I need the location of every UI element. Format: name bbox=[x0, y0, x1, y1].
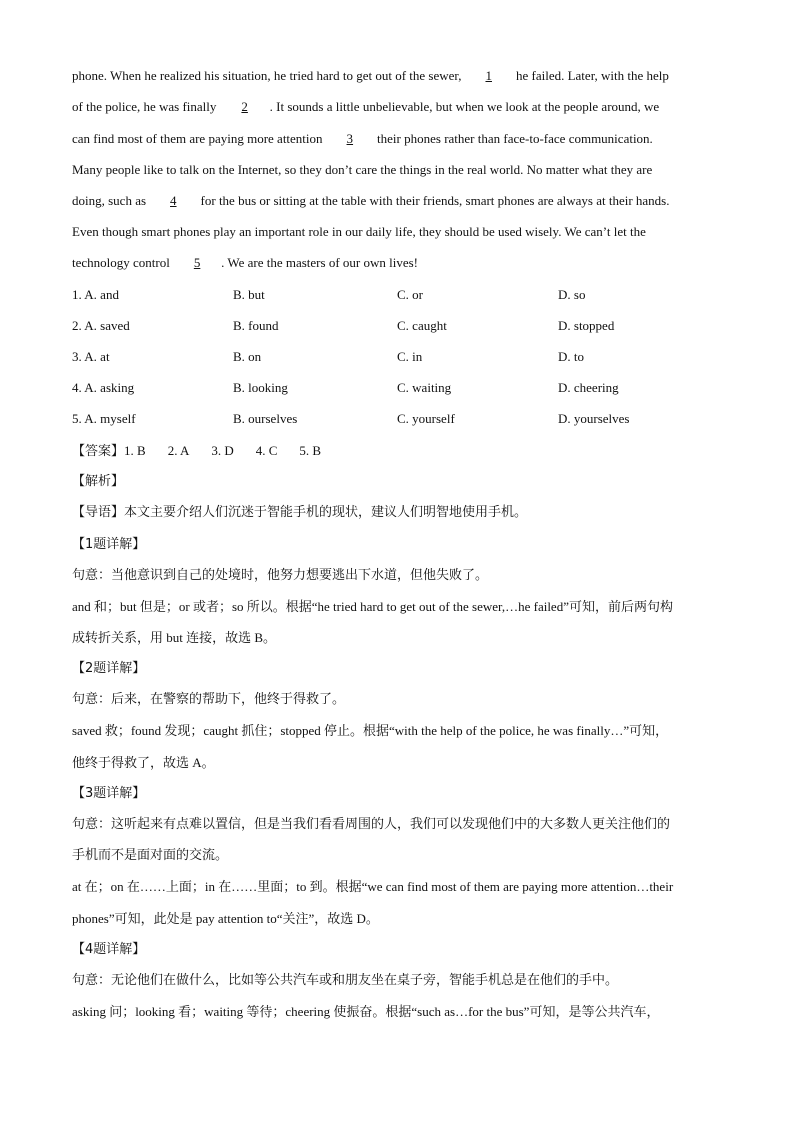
option-2c: C. caught bbox=[397, 318, 447, 333]
option-1d: D. so bbox=[558, 287, 586, 302]
passage-text: can find most of them are paying more attention bbox=[72, 131, 326, 146]
blank-4: 4 bbox=[170, 193, 177, 208]
q1-explanation-1: and 和；but 但是；or 或者；so 所以。根据“he tried hard to get out of the sewer,…he failed”可知，前后两句构 bbox=[72, 599, 673, 614]
option-2b: B. found bbox=[233, 318, 279, 333]
q3-title: 【3题详解】 bbox=[72, 786, 146, 801]
passage-text: he failed. Later, with the help bbox=[512, 68, 669, 83]
q4-title: 【4题详解】 bbox=[72, 942, 146, 957]
q3-meaning-1: 句意：这听起来有点难以置信，但是当我们看看周围的人，我们可以发现他们中的大多数人更关注他们的 bbox=[72, 817, 671, 832]
passage-text: . We are the masters of our own lives! bbox=[221, 255, 418, 270]
answer-item: 2. A bbox=[167, 443, 190, 458]
option-5d: D. yourselves bbox=[558, 411, 630, 426]
option-3c: C. in bbox=[397, 349, 423, 364]
q3-meaning-2: 手机而不是面对面的交流。 bbox=[72, 848, 229, 863]
q3-explanation-1: at 在；on 在……上面；in 在……里面；to 到。根据“we can find most of them are paying more attention…their bbox=[72, 879, 674, 894]
q2-meaning: 句意：后来，在警察的帮助下，他终于得救了。 bbox=[72, 692, 346, 707]
q3-explanation-2: phones”可知，此处是 pay attention to“关注”，故选 D。 bbox=[72, 911, 379, 926]
option-5b: B. ourselves bbox=[233, 411, 298, 426]
q1-explanation-2: 成转折关系，用 but 连接，故选 B。 bbox=[72, 630, 277, 645]
q4-meaning: 句意：无论他们在做什么，比如等公共汽车或和朋友坐在桌子旁，智能手机总是在他们的手中。 bbox=[72, 973, 619, 988]
option-3b: B. on bbox=[233, 349, 262, 364]
passage-text: doing, such as bbox=[72, 193, 150, 208]
option-1b: B. but bbox=[233, 287, 265, 302]
passage-line-4: Many people like to talk on the Internet, so they don’t care the things in the real world. No matter what they are bbox=[72, 162, 653, 177]
q1-title: 【1题详解】 bbox=[72, 537, 146, 552]
option-3d: D. to bbox=[558, 349, 584, 364]
option-3a: 3. A. at bbox=[72, 349, 110, 364]
blank-5: 5 bbox=[193, 255, 201, 270]
answer-item: 4. C bbox=[255, 443, 278, 458]
guide-text: 【导语】本文主要介绍人们沉迷于智能手机的现状，建议人们明智地使用手机。 bbox=[72, 505, 528, 520]
analysis-label: 【解析】 bbox=[72, 474, 125, 489]
passage-line-5 bbox=[72, 191, 670, 211]
q4-explanation-1: asking 问；looking 看；waiting 等待；cheering 使振奋。根据“such as…for the bus”可知，是等公共汽车， bbox=[72, 1004, 660, 1019]
passage-text: their phones rather than face-to-face communication. bbox=[373, 131, 653, 146]
option-4b: B. looking bbox=[233, 380, 288, 395]
blank-1: 1 bbox=[485, 68, 492, 83]
option-2d: D. stopped bbox=[558, 318, 615, 333]
passage-text: for the bus or sitting at the table with their friends, smart phones are always at their hands. bbox=[197, 193, 670, 208]
option-2a: 2. A. saved bbox=[72, 318, 130, 333]
answer-item: 5. B bbox=[299, 443, 322, 458]
q2-title: 【2题详解】 bbox=[72, 661, 146, 676]
option-5c: C. yourself bbox=[397, 411, 455, 426]
answer-label: 【答案】 bbox=[72, 444, 125, 459]
passage-line-6: Even though smart phones play an important role in our daily life, they should be used wisely. We can’t let the bbox=[72, 224, 646, 239]
option-1a: 1. A. and bbox=[72, 287, 119, 302]
passage-line-2 bbox=[72, 97, 659, 117]
passage-text: of the police, he was finally bbox=[72, 99, 220, 114]
passage-text: technology control bbox=[72, 255, 174, 270]
option-1c: C. or bbox=[397, 287, 423, 302]
option-4a: 4. A. asking bbox=[72, 380, 135, 395]
q2-explanation-2: 他终于得救了，故选 A。 bbox=[72, 755, 215, 770]
option-4c: C. waiting bbox=[397, 380, 452, 395]
passage-line-1 bbox=[72, 66, 669, 86]
q1-meaning: 句意：当他意识到自己的处境时，他努力想要逃出下水道，但他失败了。 bbox=[72, 568, 489, 583]
passage-line-7 bbox=[72, 253, 418, 273]
passage-text: phone. When he realized his situation, he tried hard to get out of the sewer, bbox=[72, 68, 465, 83]
answer-item: 3. D bbox=[211, 443, 234, 458]
answer-item: 1. B bbox=[124, 443, 146, 458]
q2-explanation-1: saved 救；found 发现；caught 抓住；stopped 停止。根据“with the help of the police, he was finally…”可知， bbox=[72, 723, 669, 738]
option-4d: D. cheering bbox=[558, 380, 619, 395]
passage-text: . It sounds a little unbelievable, but when we look at the people around, we bbox=[269, 99, 660, 114]
passage-line-3 bbox=[72, 129, 653, 149]
blank-3: 3 bbox=[346, 131, 354, 146]
option-5a: 5. A. myself bbox=[72, 411, 136, 426]
blank-2: 2 bbox=[241, 99, 248, 114]
answer-line bbox=[72, 441, 343, 462]
